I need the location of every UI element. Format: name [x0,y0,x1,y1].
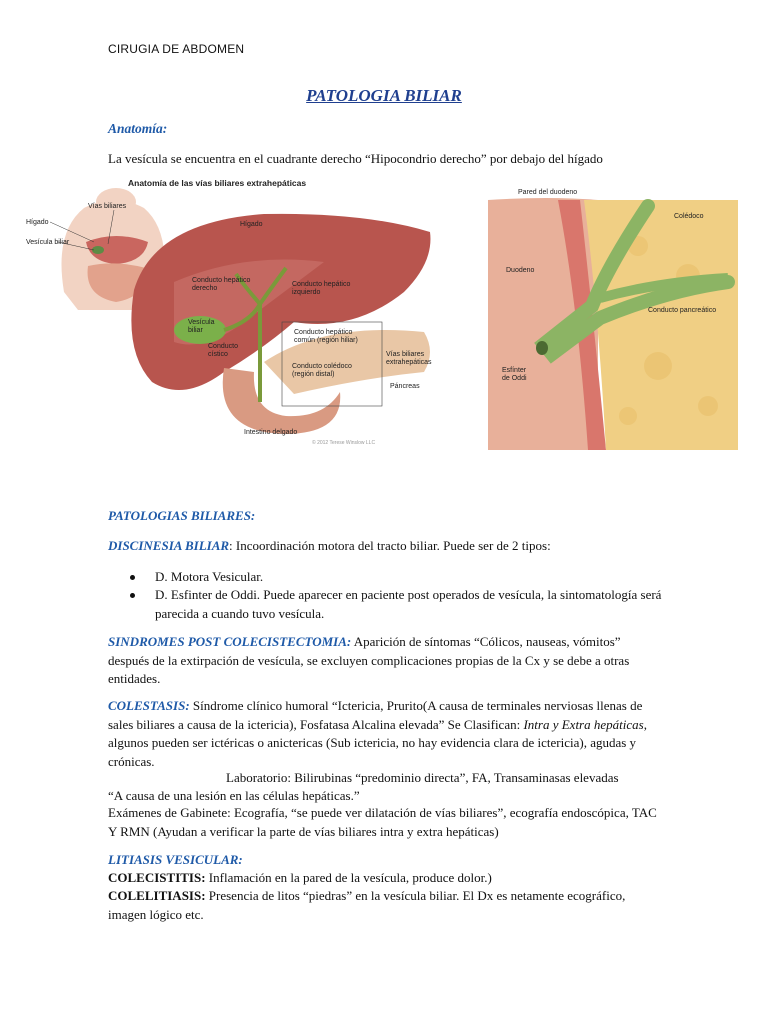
label-higado: Hígado [240,221,263,228]
label-hep-comun: Conducto hepático común (región hiliar) [294,329,358,344]
label-esfinter: Esfínter de Oddi [502,367,527,382]
colestasis-para: COLESTASIS: Síndrome clínico humoral “Ictericia, Prurito(A causa de terminales nerviosas llenas de sales biliares a causa de la ictericia), Fosfatasa Alcalina elevada” Se Clasifican: Intra y Extra hepáticas, algunos pueden ser ictéricas o anictericas (Sub ictericia, no hay evidencia clara de ictericia), agudas y crónicas. [108,698,647,769]
anatomy-figure [24,172,446,452]
patologias-heading: PATOLOGIAS BILIARES: [108,508,256,523]
label-higado-small: Hígado [26,219,49,226]
colecistitis-para: COLECISTITIS: Inflamación en la pared de la vesícula, produce dolor.) [108,870,492,885]
colestasis-lab2: “A causa de una lesión en las células hepáticas.” [108,788,360,803]
label-pancreas: Páncreas [390,383,420,390]
label-intestino: Intestino delgado [244,429,298,436]
discinesia-text: : Incoordinación motora del tracto biliar. Puede ser de 2 tipos: [229,538,551,553]
label-coledoco-2: Colédoco [674,213,704,220]
colestasis-gabinete: Exámenes de Gabinete: Ecografía, “se puede ver dilatación de vías biliares”, ecografía endoscópica, TAC Y RMN (Ayudan a verificar la parte de vías biliares intra y extra hepáticas) [108,805,657,839]
anatomia-heading: Anatomía: [108,121,168,136]
label-coledoco: Conducto colédoco (región distal) [292,363,352,378]
figure-copyright: © 2012 Terese Winslow LLC [312,440,376,446]
label-extrahep: Vías biliares extrahepáticas [386,351,432,366]
sindromes-heading: SINDROMES POST COLECISTECTOMIA: [108,634,352,649]
label-cistico: Conducto cístico [208,343,238,358]
label-vesicula: Vesícula biliar [188,319,215,334]
label-pancreatico: Conducto pancreático [648,307,717,314]
label-vesicula-small: Vesícula biliar [26,239,70,246]
label-pared: Pared del duodeno [518,189,578,196]
oddi-figure [488,186,738,450]
label-duodeno: Duodeno [506,267,535,274]
anatomia-text: La vesícula se encuentra en el cuadrante derecho “Hipocondrio derecho” por debajo del hígado [108,151,603,166]
sindromes-para [108,633,660,689]
sindromes-text: Aparición de síntomas “Cólicos, nauseas, vómitos” después de la extirpación de vesícula, se excluyen complicaciones propias de la Cx y se debe a otras entidades. [108,634,630,686]
page-title: PATOLOGIA BILIAR [306,86,462,105]
colestasis-heading: COLESTASIS: [108,698,190,713]
discinesia-para [108,537,660,556]
colestasis-lab: Laboratorio: Bilirubinas “predominio directa”, FA, Transaminasas elevadas [226,770,619,785]
page-header: CIRUGIA DE ABDOMEN [108,42,245,56]
label-hep-izq: Conducto hepático izquierdo [292,281,351,296]
discinesia-heading: DISCINESIA BILIAR [108,538,230,553]
label-hep-der: Conducto hepático derecho [192,277,251,292]
label-vias-small: Vías biliares [88,203,127,210]
colelitiasis-para: COLELITIASIS: Presencia de litos “piedras” en la vesícula biliar. El Dx es netamente ecográfico, imagen lógico etc. [108,888,626,922]
figure-title: Anatomía de las vías biliares extrahepáticas [128,178,307,188]
litiasis-heading: LITIASIS VESICULAR: [108,852,243,867]
